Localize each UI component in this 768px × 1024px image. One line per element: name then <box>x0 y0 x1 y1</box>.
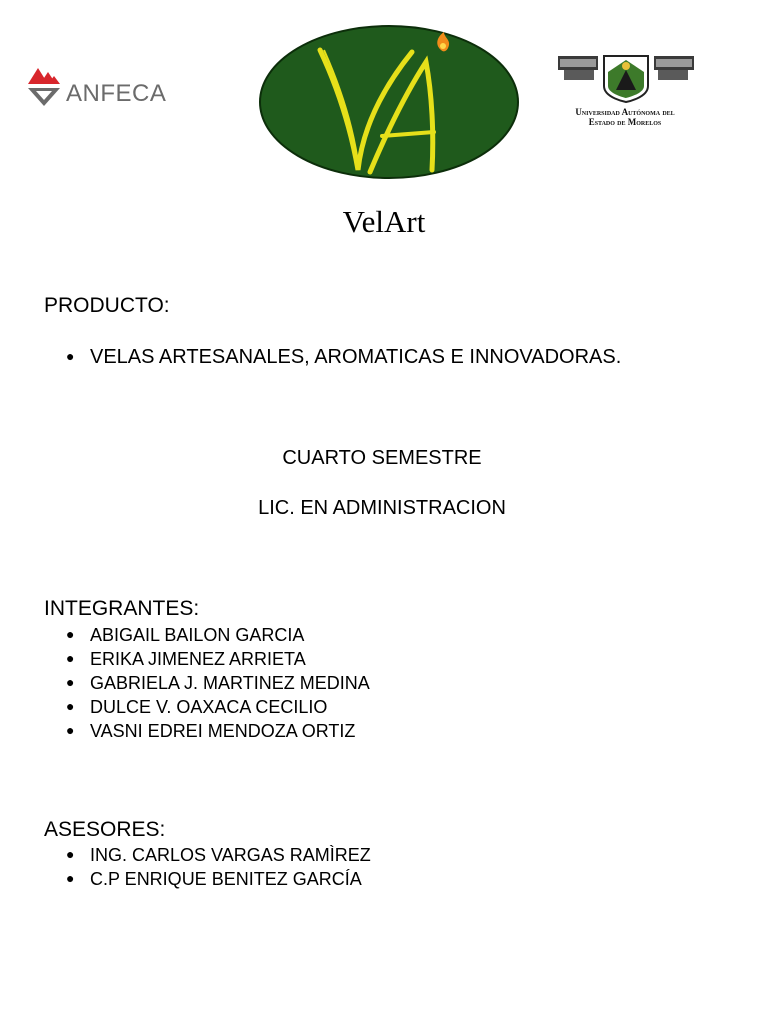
semester-text: CUARTO SEMESTRE <box>282 447 482 469</box>
members-label: INTEGRANTES: <box>44 597 200 620</box>
member-name: ERIKA JIMENEZ ARRIETA <box>90 649 306 669</box>
brand-title: VelArt <box>342 204 426 239</box>
product-list-item <box>66 346 621 369</box>
list-item <box>66 670 370 694</box>
advisors-label: ASESORES: <box>44 818 166 841</box>
list-item <box>66 866 371 890</box>
university-name <box>550 107 700 127</box>
advisor-name: C.P ENRIQUE BENITEZ GARCÍA <box>90 869 362 889</box>
member-name: ABIGAIL BAILON GARCIA <box>90 625 305 645</box>
product-item-text: VELAS ARTESANALES, AROMATICAS E INNOVADORAS. <box>90 346 622 368</box>
member-name: VASNI EDREI MENDOZA ORTIZ <box>90 721 356 741</box>
advisor-name: ING. CARLOS VARGAS RAMÌREZ <box>90 845 371 865</box>
career-text: LIC. EN ADMINISTRACION <box>258 497 506 519</box>
list-item <box>66 842 371 866</box>
member-name: DULCE V. OAXACA CECILIO <box>90 697 328 717</box>
bullet-icon: ● <box>66 650 75 666</box>
bullet-icon: ● <box>66 698 75 714</box>
university-name-line1: Universidad Autónoma del <box>575 107 675 117</box>
list-item <box>66 718 370 742</box>
anfeca-emblem-icon <box>26 64 66 108</box>
university-crest-icon <box>556 52 696 104</box>
list-item <box>66 694 370 718</box>
member-name: GABRIELA J. MARTINEZ MEDINA <box>90 673 370 693</box>
list-item <box>66 622 370 646</box>
bullet-icon: ● <box>66 846 75 862</box>
bullet-icon: ● <box>66 674 75 690</box>
product-label: PRODUCTO: <box>44 294 170 317</box>
university-logo <box>550 52 700 132</box>
bullet-icon: ● <box>66 348 75 364</box>
list-item <box>66 646 370 670</box>
bullet-icon: ● <box>66 626 75 642</box>
velart-logo <box>258 24 520 180</box>
members-list <box>66 622 370 742</box>
anfeca-logo-text: ANFECA <box>66 80 167 107</box>
bullet-icon: ● <box>66 870 75 886</box>
bullet-icon: ● <box>66 722 75 738</box>
advisors-list <box>66 842 371 890</box>
anfeca-logo <box>26 62 186 110</box>
university-name-line2: Estado de Morelos <box>588 117 662 127</box>
velart-logo-letters: VA <box>258 24 260 25</box>
